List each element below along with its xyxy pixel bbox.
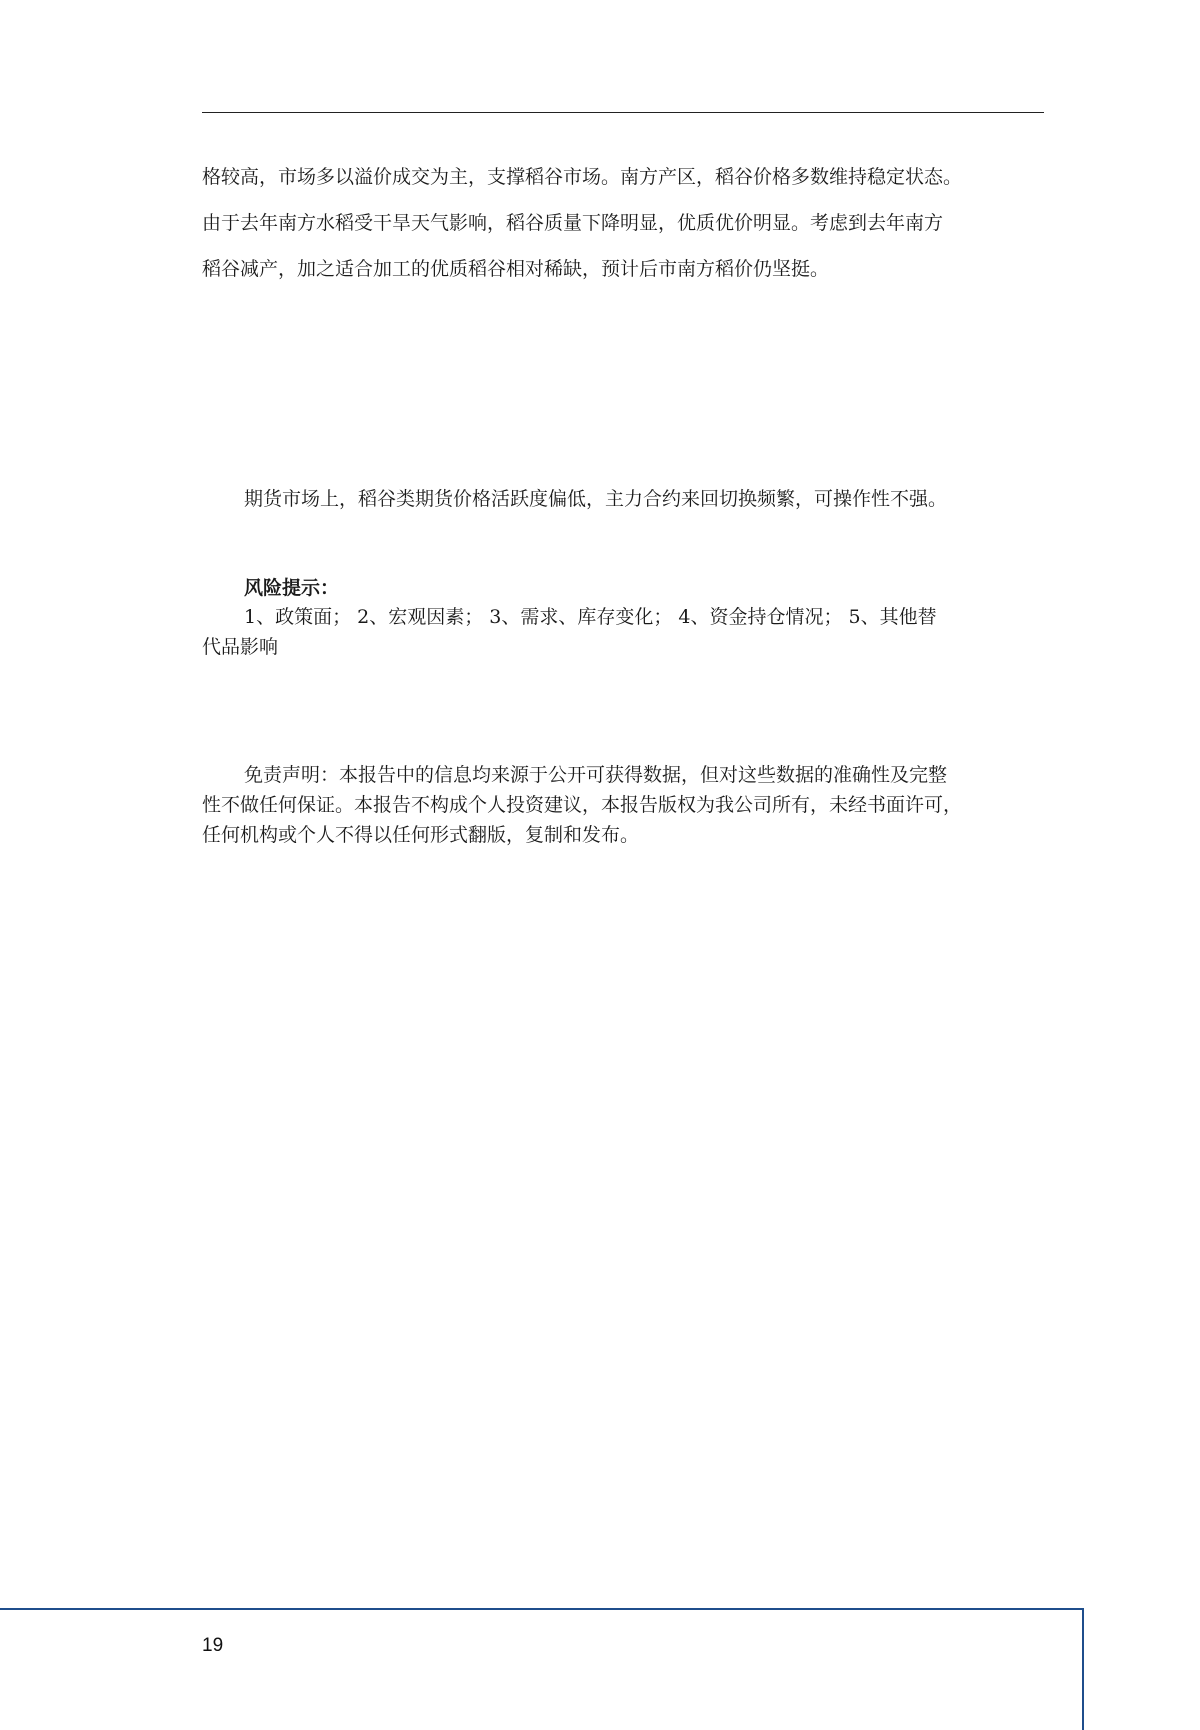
paragraph-line: 由于去年南方水稻受干旱天气影响，稻谷质量下降明显，优质优价明显。考虑到去年南方 <box>202 212 944 234</box>
risk-heading: 风险提示： <box>244 577 340 599</box>
futures-paragraph: 期货市场上，稻谷类期货价格活跃度偏低，主力合约来回切换频繁，可操作性不强。 <box>244 488 948 510</box>
risk-items <box>202 602 1032 662</box>
disclaimer-line: 性不做任何保证。本报告不构成个人投资建议，本报告版权为我公司所有，未经书面许可， <box>202 794 963 816</box>
header-divider <box>202 112 1044 113</box>
market-paragraph <box>202 154 1032 292</box>
risk-items-line: 代品影响 <box>202 636 279 658</box>
footer-frame <box>0 1608 1084 1730</box>
disclaimer-paragraph <box>202 760 1032 850</box>
paragraph-line: 稻谷减产，加之适合加工的优质稻谷相对稀缺，预计后市南方稻价仍坚挺。 <box>202 258 830 280</box>
disclaimer-line: 免责声明：本报告中的信息均来源于公开可获得数据，但对这些数据的准确性及完整 <box>244 764 948 786</box>
paragraph-line: 格较高，市场多以溢价成交为主，支撑稻谷市场。南方产区，稻谷价格多数维持稳定状态。 <box>202 166 963 188</box>
risk-items-line: 1、政策面； 2、宏观因素； 3、需求、库存变化； 4、资金持仓情况； 5、其他替 <box>244 606 937 628</box>
disclaimer-line: 任何机构或个人不得以任何形式翻版，复制和发布。 <box>202 824 640 846</box>
page-number: 19 <box>202 1635 224 1656</box>
